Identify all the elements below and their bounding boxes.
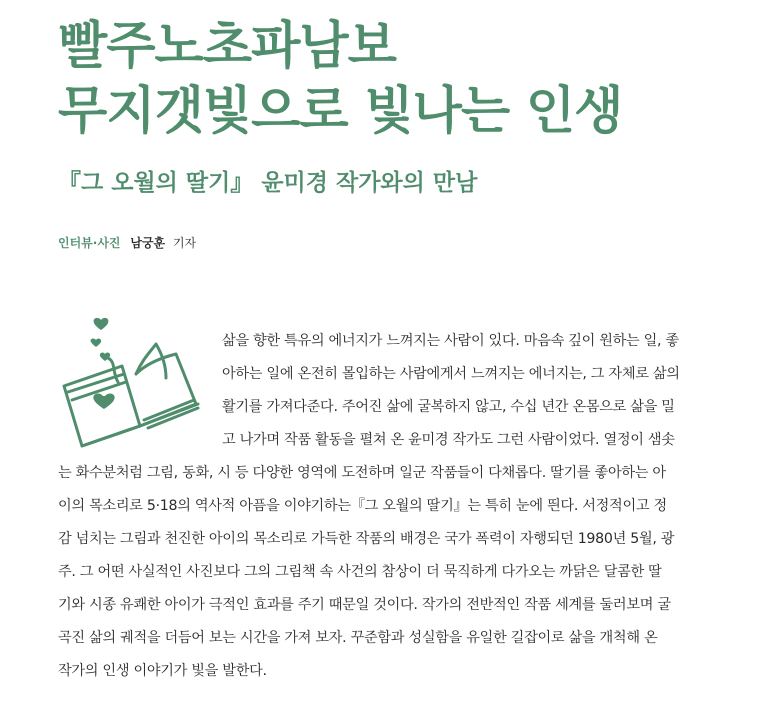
body-line: 아하는 일에 온전히 몰입하는 사람에게서 느껴지는 에너지는, 그 자체로 삶의: [222, 366, 680, 382]
title-line-1: 빨주노초파남보: [58, 17, 396, 76]
byline-suffix: 기자: [172, 236, 197, 250]
body-line: 는 화수분처럼 그림, 동화, 시 등 다양한 영역에 도전하며 일군 작품들이 다채롭다. 딸기를 좋아하는 아: [58, 465, 666, 481]
body-line: 활기를 가져다준다. 주어진 삶에 굴복하지 않고, 수십 년간 온몸으로 삶을 밀: [222, 399, 675, 415]
byline-role: 인터뷰·사진: [58, 236, 121, 250]
article-title: [58, 14, 622, 144]
title-line-2: 무지갯빛으로 빛나는 인생: [58, 82, 623, 141]
body-line: 감 넘치는 그림과 천진한 아이의 목소리로 가득한 작품의 배경은 국가 폭력이 자행되던 1980년 5월, 광: [58, 531, 675, 547]
body-line: 고 나가며 작품 활동을 펼쳐 온 윤미경 작가도 그런 사람이었다. 열정이 샘솟: [222, 432, 675, 448]
byline-author: 남궁훈: [130, 236, 166, 250]
open-book-hearts-icon: [58, 312, 206, 448]
body-line: 주. 그 어떤 사실적인 사진보다 그의 그림책 속 사건의 참상이 더 묵직하게 다가오는 까닭은 달콤한 딸: [58, 564, 662, 580]
body-line: 기와 시종 유쾌한 아이가 극적인 효과를 주기 때문일 것이다. 작가의 전반적인 작품 세계를 둘러보며 굴: [58, 597, 671, 613]
body-line: 삶을 향한 특유의 에너지가 느껴지는 사람이 있다. 마음속 깊이 원하는 일, 좋: [222, 333, 679, 349]
body-line: 이의 목소리로 5·18의 역사적 아픔을 이야기하는『그 오월의 딸기』는 특히 눈에 띈다. 서정적이고 정: [58, 498, 667, 514]
body-line: 작가의 인생 이야기가 빛을 발한다.: [58, 663, 267, 679]
body-line: 곡진 삶의 궤적을 더듬어 보는 시간을 가져 보자. 꾸준함과 성실함을 유일한 길잡이로 삶을 개척해 온: [58, 630, 658, 646]
byline: [58, 234, 196, 252]
article-subtitle: 『그 오월의 딸기』 윤미경 작가와의 만남: [58, 170, 478, 196]
